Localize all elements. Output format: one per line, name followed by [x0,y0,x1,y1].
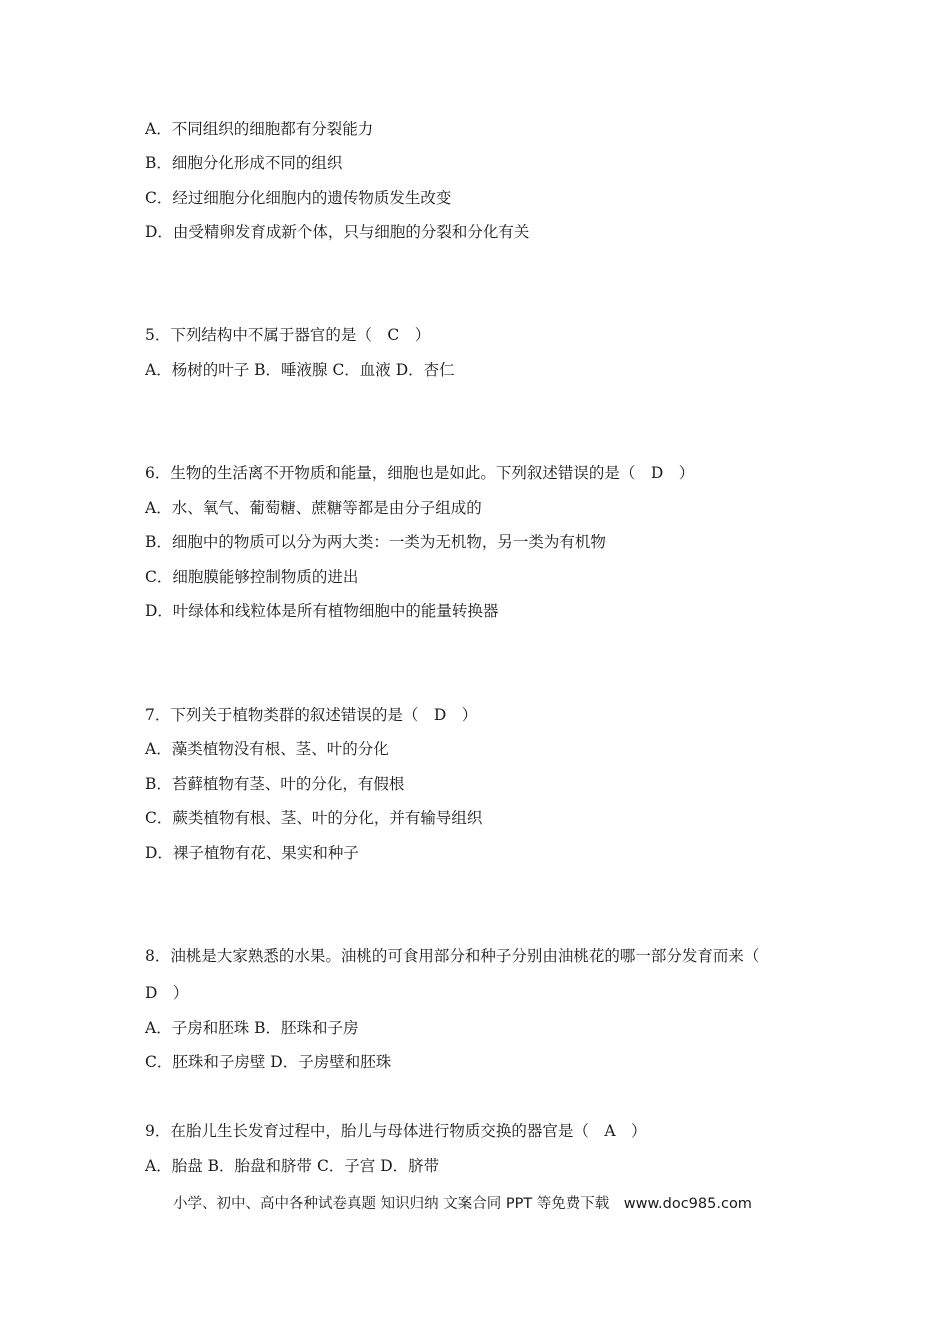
page-footer: 小学、初中、高中各种试卷真题 知识归纳 文案合同 PPT 等免费下载 www.doc985.com [173,1196,752,1212]
q4-option-a: A．不同组织的细胞都有分裂能力 [145,120,374,138]
q5-options: A．杨树的叶子 B．唾液腺 C．血液 D．杏仁 [145,361,455,379]
q4-option-d: D．由受精卵发育成新个体，只与细胞的分裂和分化有关 [145,223,530,241]
q9-options: A．胎盘 B．胎盘和脐带 C．子宫 D．脐带 [145,1157,440,1175]
q6-question: 6．生物的生活离不开物质和能量，细胞也是如此。下列叙述错误的是（ D ） [145,464,695,482]
q7-option-c: C．蕨类植物有根、茎、叶的分化，并有输导组织 [145,809,483,827]
q8-question-line1: 8．油桃是大家熟悉的水果。油桃的可食用部分和种子分别由油桃花的哪一部分发育而来（ [145,947,760,965]
q8-options-line2: C．胚珠和子房壁 D．子房壁和胚珠 [145,1053,392,1071]
q9-question: 9．在胎儿生长发育过程中，胎儿与母体进行物质交换的器官是（ A ） [145,1122,647,1140]
q5-question: 5．下列结构中不属于器官的是（ C ） [145,326,431,344]
q6-option-a: A．水、氧气、葡萄糖、蔗糖等都是由分子组成的 [145,499,482,517]
q7-option-b: B．苔藓植物有茎、叶的分化，有假根 [145,775,405,793]
q7-option-d: D．裸子植物有花、果实和种子 [145,844,359,862]
q7-question: 7．下列关于植物类群的叙述错误的是（ D ） [145,706,478,724]
q4-option-c: C．经过细胞分化细胞内的遗传物质发生改变 [145,189,452,207]
q6-option-c: C．细胞膜能够控制物质的进出 [145,568,359,586]
q6-option-d: D．叶绿体和线粒体是所有植物细胞中的能量转换器 [145,602,499,620]
q7-option-a: A．藻类植物没有根、茎、叶的分化 [145,740,389,758]
q6-option-b: B．细胞中的物质可以分为两大类：一类为无机物，另一类为有机物 [145,533,606,551]
q4-option-b: B．细胞分化形成不同的组织 [145,154,343,172]
q8-options-line1: A．子房和胚珠 B．胚珠和子房 [145,1019,359,1037]
q8-question-line2: D ） [145,984,189,1002]
